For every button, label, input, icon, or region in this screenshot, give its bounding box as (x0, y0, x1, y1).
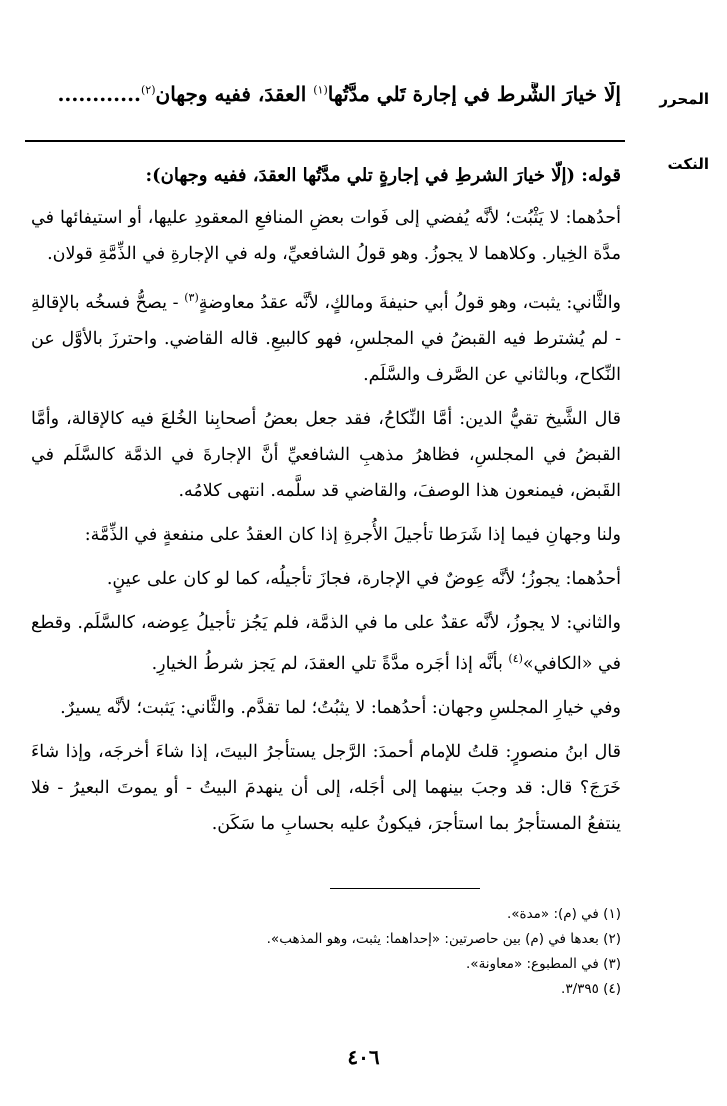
footnote-3: (٣) في المطبوع: «معاونة». (466, 956, 621, 972)
paragraph-3: قال الشَّيخ تقيُّ الدين: أمَّا النِّكاحُ، فقد جعل بعضُ أصحابِنا الخُلعَ فيه كالإقالة، وأمَّا القبضُ في المجلسِ، فظاهرُ مذهبِ الشافعيِّ أنَّ الإجارةَ في الذمَّة كالسَّلَم في القَبض، فيمنعون هذا الوصفَ، والقاضي قد سلَّمه. انتهى كلامُه. (31, 408, 621, 501)
page-number: ٤٠٦ (347, 1045, 380, 1069)
paragraph-4: ولنا وجهانِ فيما إذا شَرَطا تأجيلَ الأُجرةِ إذا كان العقدُ على منفعةٍ في الذِّمَّة: (84, 524, 621, 545)
footnote-divider (330, 888, 480, 889)
paragraph-1: أحدُهما: لا يَثْبُت؛ لأنَّه يُفضي إلى فَوات بعضِ المنافعِ المعقودِ عليها، أو استيفائها في مدَّة الخِيار. وكلاهما لا يجوزُ. وهو قولُ الشافعيِّ، وله في الإجارةِ في الذِّمَّةِ قولان. (31, 208, 621, 264)
paragraph-8: قال ابنُ منصورٍ: قلتُ للإمام أحمدَ: الرَّجل يستأجرُ البيتَ، إذا شاءَ أخرجَه، وإذا شاءَ خَرَجَ؟ قال: قد وجبَ بينهما إلى أجَله، إلى أن ينهدمَ البيتُ - أو يموتَ البعيرُ - فلا ينتفعُ المستأجرُ بما استأجرَ، فيكونُ عليه بحسابِ ما سَكَن. (31, 741, 621, 834)
paragraph-2-b: - يصحُّ فسخُه بالإقالةِ - لم يُشترط فيه القبضُ في المجلسِ، فهو كالبيعِ. قاله القاضي. واحترزَ بالأوَّل عن النِّكاح، وبالثاني عن الصَّرف والسَّلَم. (31, 292, 621, 385)
quoted-heading: قوله: (إلّا خيارَ الشرطِ في إجارةٍ تلي مدَّتُها العقدَ، ففيه وجهان): (145, 165, 621, 186)
side-label-nukat: النكت (667, 155, 709, 173)
footnote-4: (٤) ٣/٣٩٥. (561, 981, 621, 997)
paragraph-2 (31, 280, 621, 393)
footnote-2: (٢) بعدها في (م) بين حاصرتين: «إحداهما: يثبت، وهو المذهب». (266, 931, 621, 947)
nukat-body (31, 158, 621, 850)
footnote-ref-3: (٣) (184, 291, 199, 304)
side-label-muharrar: المحرر (659, 90, 709, 108)
paragraph-6-b: بأنَّه إذا أجَره مدَّةً تلي العقدَ، لم يَجز شرطُ الخيارِ. (151, 653, 509, 674)
muharrar-dots: ............ (57, 82, 141, 106)
footnote-ref-2: (٢) (141, 83, 156, 97)
paragraph-6 (31, 605, 621, 682)
muharrar-text (31, 82, 621, 106)
paragraph-2-a: والثَّاني: يثبت، وهو قولُ أبي حنيفةَ ومالكٍ، لأنَّه عقدُ معاوضةٍ (198, 292, 622, 313)
footnotes (31, 902, 621, 1002)
footnote-ref-1: (١) (313, 83, 328, 97)
muharrar-text-a: إلّا خيارَ الشَّرط في إجارة تَلي مدَّتُها (327, 82, 621, 106)
paragraph-5: أحدُهما: يجوزُ؛ لأنَّه عِوضٌ في الإجارة، فجازَ تأجيلُه، كما لو كان على عينٍ. (106, 568, 621, 589)
muharrar-text-b: العقدَ، ففيه وجهان (155, 82, 314, 106)
paragraph-6-a: والثاني: لا يجوزُ، لأنَّه عقدٌ على ما في الذمَّة، فلم يَجُز تأجيلُ عِوضه، كالسَّلَم. وقطع في «الكافي» (31, 612, 621, 674)
footnote-1: (١) في (م): «مدة». (506, 906, 621, 922)
section-divider (25, 140, 625, 142)
paragraph-7: وفي خيارِ المجلسِ وجهان: أحدُهما: لا يثبُتُ؛ لما تقدَّم. والثَّاني: يَثبت؛ لأنَّه يسيرٌ. (60, 697, 621, 718)
footnote-ref-4: (٤) (508, 651, 523, 665)
